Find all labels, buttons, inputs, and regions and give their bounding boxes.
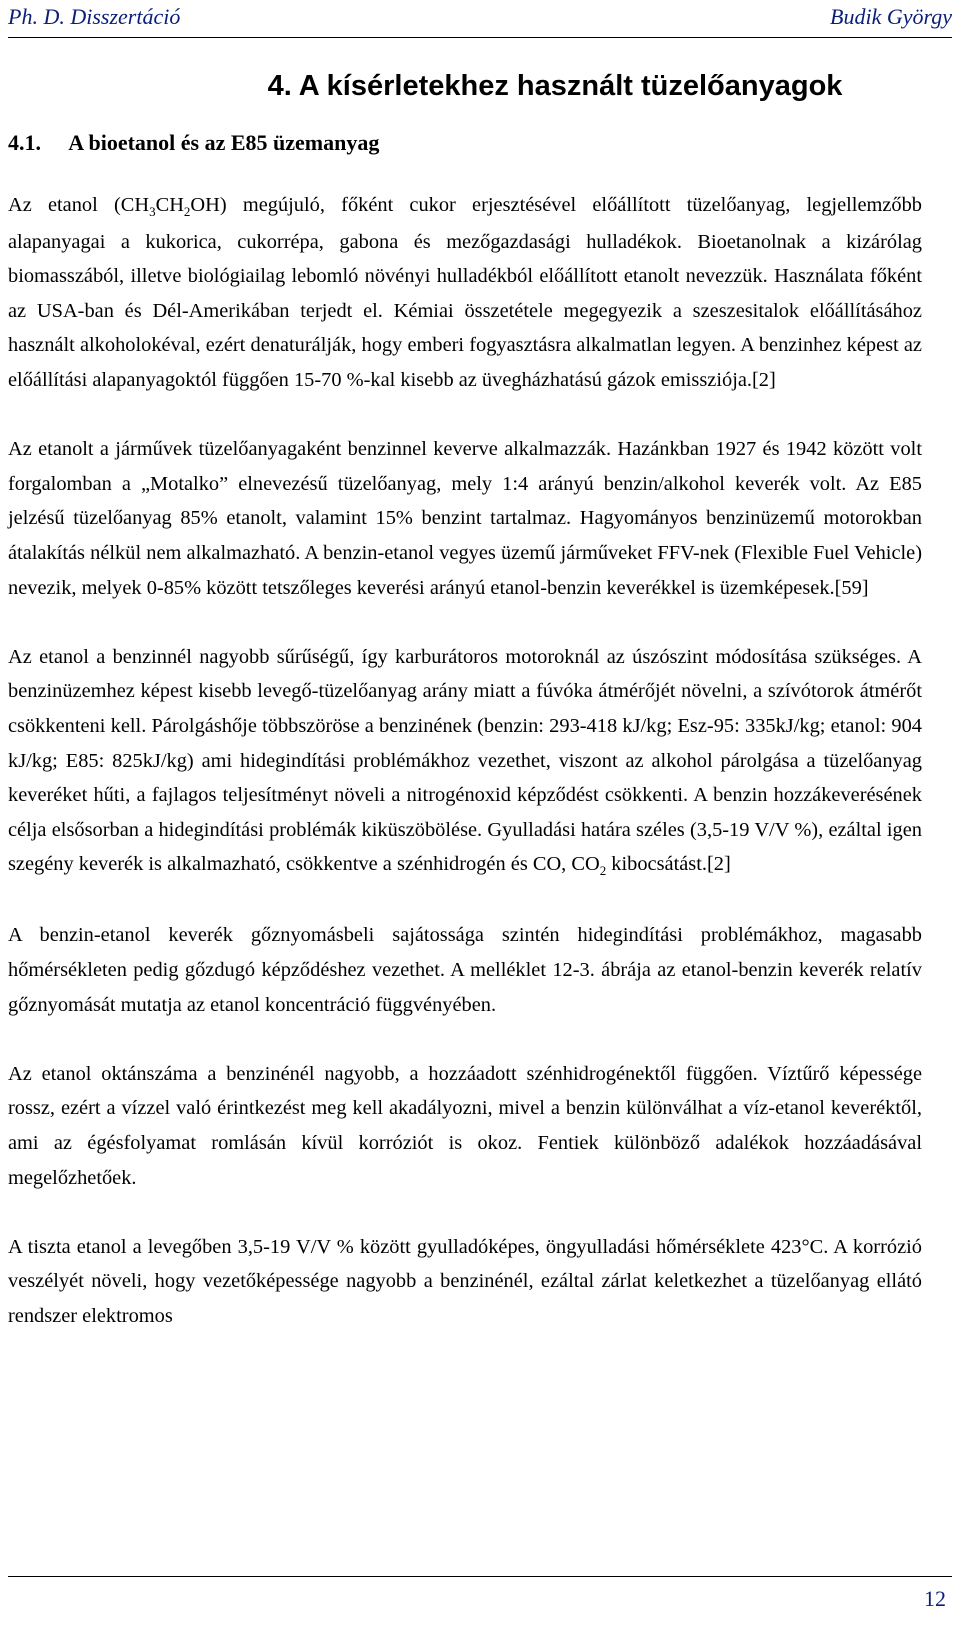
section-heading	[8, 130, 379, 156]
footer-rule	[8, 1576, 952, 1577]
paragraph-3: Az etanol a benzinnél nagyobb sűrűségű, így karburátoros motoroknál az úszószint módosítása szükséges. A benzinüzemhez képest kisebb levegő-tüzelőanyag arány miatt a fúvóka átmérőjét növelni, a szívótorok átmérőt csökkenteni kell. Párolgáshője többszöröse a benzinének (benzin: 293-418 kJ/kg; Esz-95: 335kJ/kg; etanol: 904 kJ/kg; E85: 825kJ/kg) ami hidegindítási problémákhoz vezethet, viszont az alkohol párolgása a tüzelőanyag keveréket hűti, a fajlagos teljesítményt növeli a nitrogénoxid képződést csökkenti. A benzin hozzákeverésének célja elsősorban a hidegindítási problémák kiküszöbölése. Gyulladási határa széles (3,5-19 V/V %), ezáltal igen szegény keverék is alkalmazható, csökkentve a szénhidrogén és CO, $CO_2$ kibocsátást.[2]	[8, 645, 922, 879]
page-header	[8, 4, 952, 40]
chapter-title: 4. A kísérletekhez használt tüzelőanyagok	[267, 70, 843, 102]
body-text	[8, 188, 922, 1368]
header-author: Budik György	[830, 4, 952, 29]
paragraph-6: A tiszta etanol a levegőben 3,5-19 V/V % között gyulladóképes, öngyulladási hőmérséklete 423°C. A korrózió veszélyét növeli, hogy vezetőképessége nagyobb a benzinénél, ezáltal zárlat keletkezhet a tüzelőanyag ellátó rendszer elektromos	[8, 1235, 922, 1327]
paragraph-5: Az etanol oktánszáma a benzinénél nagyobb, a hozzáadott szénhidrogénektől függően. Víztűrő képessége rossz, ezért a vízzel való érintkezést meg kell akadályozni, mivel a benzin különválhat a víz-etanol keveréktől, ami az égésfolyamat romlásán kívül korróziót is okoz. Fentiek különböző adalékok hozzáadásával megelőzhetőek.	[8, 1062, 922, 1189]
section-number: 4.1.	[8, 130, 41, 155]
header-left-title: Ph. D. Disszertáció	[8, 4, 181, 29]
page-number: 12	[924, 1586, 946, 1611]
header-rule	[8, 37, 952, 38]
paragraph-4: A benzin-etanol keverék gőznyomásbeli sajátossága szintén hidegindítási problémákhoz, magasabb hőmérsékleten pedig gőzdugó képződéshez vezethet. A melléklet 12-3. ábrája az etanol-benzin keverék relatív gőznyomását mutatja az etanol koncentráció függvényében.	[8, 924, 922, 1016]
paragraph-1: Az etanol $(CH_3CH_2OH)$ megújuló, főként cukor erjesztésével előállított tüzelőanyag, legjellemzőbb alapanyagai a kukorica, cukorrépa, gabona és mezőgazdasági hulladékok. Bioetanolnak a kizárólag biomasszából, illetve biológiailag lebomló növényi hulladékból előállított etanolt nevezzük. Használata főként az USA-ban és Dél-Amerikában terjedt el. Kémiai összetétele megegyezik a szeszesitalok előállításához használt alkoholokéval, ezért denaturálják, hogy emberi fogyasztásra alkalmatlan legyen. A benzinhez képest az előállítási alapanyagoktól függően 15-70 %-kal kisebb az üvegházhatású gázok emissziója.[2]	[8, 194, 922, 391]
paragraph-2: Az etanolt a járművek tüzelőanyagaként benzinnel keverve alkalmazzák. Hazánkban 1927 és 1942 között volt forgalomban a „Motalko” elnevezésű tüzelőanyag, mely 1:4 arányú benzin/alkohol keverék volt. Az E85 jelzésű tüzelőanyag 85% etanolt, valamint 15% benzint tartalmaz. Hagyományos benzinüzemű motorokban átalakítás nélkül nem alkalmazható. A benzin-etanol vegyes üzemű járműveket FFV-nek (Flexible Fuel Vehicle) nevezik, melyek 0-85% között tetszőleges keverési arányú etanol-benzin keverékkel is üzemképesek.[59]	[8, 438, 922, 599]
section-title: A bioetanol és az E85 üzemanyag	[68, 130, 380, 155]
